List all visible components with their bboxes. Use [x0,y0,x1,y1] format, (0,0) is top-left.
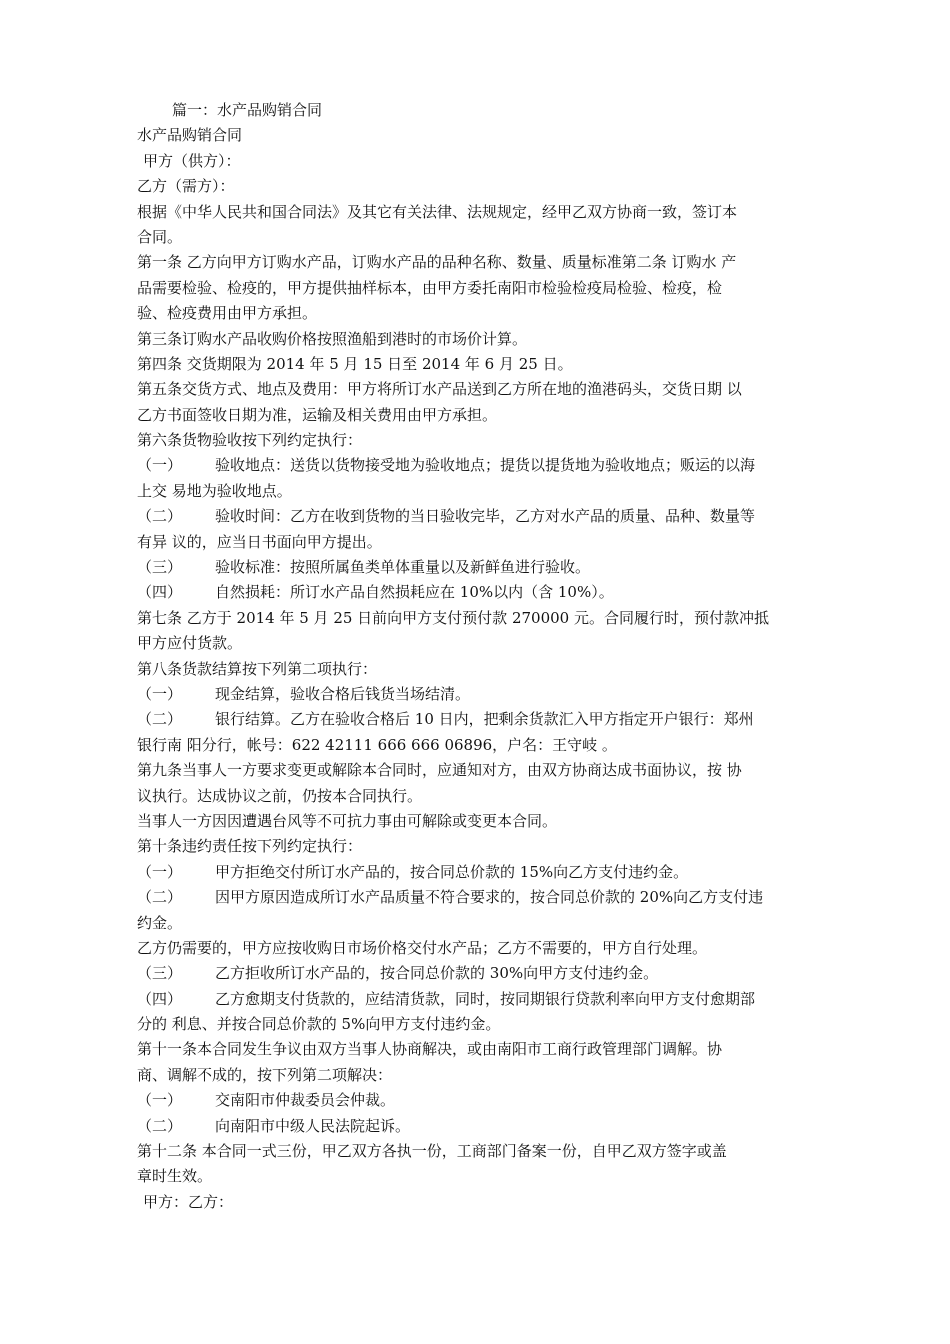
item-text: 验收标准：按照所属鱼类单体重量以及新鲜鱼进行验收。 [215,558,591,577]
body-line: 第一条 乙方向甲方订购水产品，订购水产品的品种名称、数量、质量标准第二条 订购水 产 [137,253,737,272]
body-line: 第三条订购水产品收购价格按照渔船到港时的市场价计算。 [137,329,528,348]
item-number: （一） [137,684,183,703]
body-line: 第十条违约责任按下列约定执行： [137,837,363,856]
item-text: 乙方拒收所订水产品的，按合同总价款的 30%向甲方支付违约金。 [215,964,659,983]
list-item [137,1114,837,1139]
body-line: 乙方仍需要的，甲方应按收购日市场价格交付水产品；乙方不需要的，甲方自行处理。 [137,938,708,957]
party-a-line: 甲方（供方）： [143,151,241,170]
body-line: 第八条货款结算按下列第二项执行： [137,659,378,678]
body-line: 甲方应付货款。 [137,634,243,653]
item-text: 银行南 阳分行，帐号：622 42111 666 666 06896，户名：王守岐 。 [137,735,617,754]
list-item [137,479,837,504]
body-line: 第十二条 本合同一式三份，甲乙双方各执一份，工商部门备案一份，自甲乙双方签字或盖 [137,1142,727,1161]
item-text: 交南阳市仲裁委员会仲裁。 [215,1091,396,1110]
item-text: 有异 议的，应当日书面向甲方提出。 [137,532,382,551]
item-number: （二） [137,1116,183,1135]
list-item [137,580,837,605]
item-text: 上交 易地为验收地点。 [137,481,292,500]
list-item [137,453,837,478]
item-text: 自然损耗：所订水产品自然损耗应在 10%以内（含 10%）。 [215,583,614,602]
item-number: （二） [137,507,183,526]
body-line: 验、检疫费用由甲方承担。 [137,304,318,323]
body-line: 第九条当事人一方要求变更或解除本合同时，应通知对方，由双方协商达成书面协议，按 协 [137,761,742,780]
item-number: （三） [137,558,183,577]
list-item [137,911,837,936]
signature-line: 甲方：乙方： [143,1192,234,1211]
item-text: 乙方愈期支付货款的，应结清货款，同时，按同期银行贷款利率向甲方支付愈期部 [215,989,756,1008]
list-item [137,860,837,885]
item-text: 向南阳市中级人民法院起诉。 [215,1116,411,1135]
item-number: （二） [137,888,183,907]
list-item [137,961,837,986]
list-item [137,885,837,910]
body-line: 第十一条本合同发生争议由双方当事人协商解决，或由南阳市工商行政管理部门调解。协 [137,1040,723,1059]
body-line: 议执行。达成协议之前，仍按本合同执行。 [137,786,423,805]
body-line: 品需要检验、检疫的，甲方提供抽样标本，由甲方委托南阳市检验检疫局检验、检疫，检 [137,278,723,297]
item-number: （一） [137,1091,183,1110]
body-line: 商、调解不成的，按下列第二项解决： [137,1065,393,1084]
list-item [137,1012,837,1037]
list-item [137,733,837,758]
body-line: 根据《中华人民共和国合同法》及其它有关法律、法规规定，经甲乙双方协商一致，签订本 [137,202,738,221]
item-number: （四） [137,989,183,1008]
item-text: 分的 利息、并按合同总价款的 5%向甲方支付违约金。 [137,1015,501,1034]
list-item [137,1088,837,1113]
body-line: 第四条 交货期限为 2014 年 5 月 15 日至 2014 年 6 月 25 日。 [137,354,573,373]
list-item [137,707,837,732]
list-item [137,504,837,529]
body-line: 第七条 乙方于 2014 年 5 月 25 日前向甲方支付预付款 270000 元。合同履行时，预付款冲抵 [137,608,769,627]
item-text: 甲方拒绝交付所订水产品的，按合同总价款的 15%向乙方支付违约金。 [215,862,689,881]
list-item [137,682,837,707]
item-number: （四） [137,583,183,602]
body-line: 第六条货物验收按下列约定执行： [137,431,363,450]
body-line: 乙方书面签收日期为准，运输及相关费用由甲方承担。 [137,405,498,424]
item-text: 银行结算。乙方在验收合格后 10 日内，把剩余货款汇入甲方指定开户银行：郑州 [215,710,754,729]
document-heading: 篇一：水产品购销合同 [172,101,323,119]
body-line: 当事人一方因因遭遇台风等不可抗力事由可解除或变更本合同。 [137,811,558,830]
contract-title: 水产品购销合同 [137,126,243,145]
item-text: 验收地点：送货以货物接受地为验收地点；提货以提货地为验收地点；贩运的以海 [215,456,756,475]
item-text: 约金。 [137,913,183,932]
contract-document [137,98,837,1215]
item-number: （二） [137,710,183,729]
body-line: 合同。 [137,227,183,246]
item-number: （一） [137,862,183,881]
item-text: 因甲方原因造成所订水产品质量不符合要求的，按合同总价款的 20%向乙方支付违 [215,888,764,907]
item-text: 验收时间：乙方在收到货物的当日验收完毕，乙方对水产品的质量、品种、数量等 [215,507,756,526]
list-item [137,987,837,1012]
list-item [137,530,837,555]
body-line: 第五条交货方式、地点及费用：甲方将所订水产品送到乙方所在地的渔港码头，交货日期 以 [137,380,742,399]
item-text: 现金结算，验收合格后钱货当场结清。 [215,684,471,703]
body-line: 章时生效。 [137,1167,213,1186]
party-b-line: 乙方（需方）： [137,177,235,196]
list-item [137,555,837,580]
item-number: （一） [137,456,183,475]
item-number: （三） [137,964,183,983]
